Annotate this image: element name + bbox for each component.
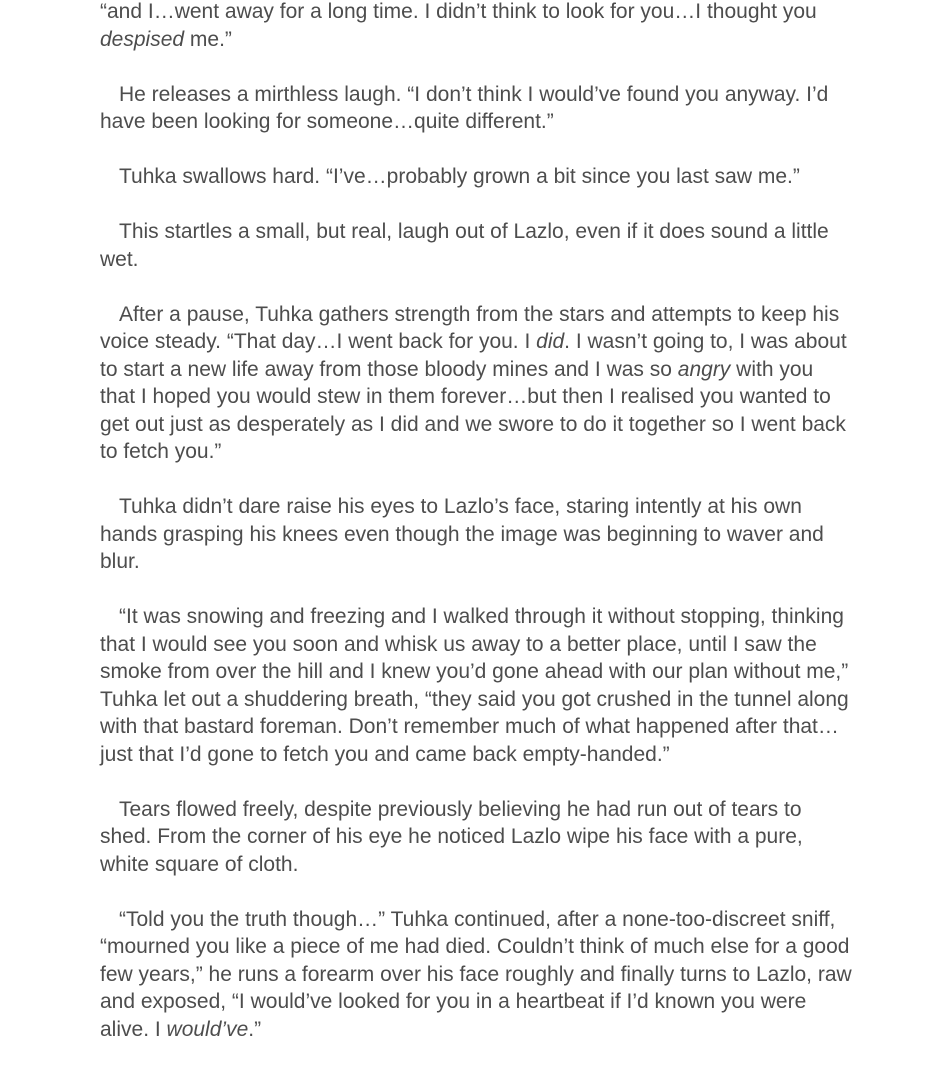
story-text — [100, 0, 852, 1043]
text-segment: Tears flowed freely, despite previously believing he had run out of tears to shed. From the corner of his eye he noticed Lazlo wipe his face with a pure, white square of cloth. — [100, 797, 803, 876]
paragraph-2 — [100, 81, 852, 136]
text-segment: After a pause, Tuhka gathers strength from the stars and attempts to keep his voice steady. “That day…I went back for you. I — [100, 302, 840, 353]
text-segment: “Told you the truth though…” Tuhka continued, after a none-too-discreet sniff, “mourned you like a piece of me had died. Couldn’t think of much else for a good few years,” he runs a forearm over his face roughly and finally turns to Lazlo, raw and exposed, “I would’ve looked for you in a heartbeat if I’d known you were alive. I — [100, 907, 852, 1041]
text-segment: This startles a small, but real, laugh out of Lazlo, even if it does sound a little wet. — [100, 220, 829, 271]
text-segment: He releases a mirthless laugh. “I don’t think I would’ve found you anyway. I’d have been looking for someone…quite different.” — [100, 82, 829, 133]
text-segment: . I wasn’t going to, I was about to start a new life away from those bloody mines and I was so — [100, 330, 847, 381]
paragraph-8 — [100, 796, 852, 879]
paragraph-5 — [100, 301, 852, 466]
text-segment: “and I…went away for a long time. I didn’t think to look for you…I thought you — [100, 0, 817, 23]
text-segment: “It was snowing and freezing and I walked through it without stopping, thinking that I would see you soon and whisk us away to a better place, until I saw the smoke from over the hill and I knew you’d gone ahead with our plan without me,” Tuhka let out a shuddering breath, “they said you got crushed in the tunnel along with that bastard foreman. Don’t remember much of what happened after that…just that I’d gone to fetch you and came back empty-handed.” — [100, 605, 849, 766]
paragraph-4 — [100, 218, 852, 273]
paragraph-6 — [100, 493, 852, 576]
emphasis-text: would’ve — [166, 1017, 249, 1041]
paragraph-7 — [100, 603, 852, 768]
paragraph-3 — [100, 163, 852, 191]
text-segment: Tuhka didn’t dare raise his eyes to Lazlo’s face, staring intently at his own hands grasping his knees even though the image was beginning to waver and blur. — [100, 495, 824, 573]
emphasis-text: angry — [677, 357, 731, 381]
text-segment: with you that I hoped you would stew in them forever…but then I realised you wanted to get out just as desperately as I did and we swore to do it together so I went back to fetch you.” — [100, 357, 846, 463]
paragraph-1 — [100, 0, 852, 53]
emphasis-text: did — [536, 330, 565, 353]
text-segment: me.” — [184, 27, 232, 51]
text-segment: .” — [248, 1017, 262, 1041]
emphasis-text: despised — [100, 27, 185, 51]
paragraph-9 — [100, 906, 852, 1044]
text-segment: Tuhka swallows hard. “I’ve…probably grown a bit since you last saw me.” — [119, 165, 800, 188]
